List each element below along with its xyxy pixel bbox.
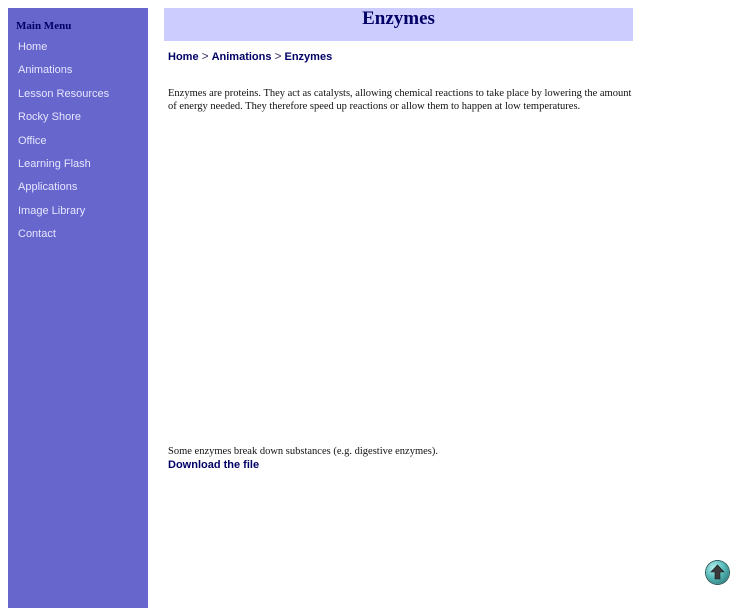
sidebar: [8, 8, 148, 608]
sidebar-item-learning-flash[interactable]: Learning Flash: [18, 157, 91, 170]
breadcrumb-animations[interactable]: Animations: [211, 51, 272, 63]
page-title: Enzymes: [362, 8, 435, 29]
arrow-up-icon: [710, 564, 725, 580]
intro-paragraph: Enzymes are proteins. They act as catalysts, allowing chemical reactions to take place by lowering the amount of energy needed. They therefore speed up reactions or allow them to happen at low temperatures.: [168, 88, 632, 112]
sidebar-item-applications[interactable]: Applications: [18, 181, 78, 194]
back-to-top-button[interactable]: [706, 561, 729, 584]
sidebar-item-office[interactable]: Office: [18, 134, 47, 147]
sidebar-item-animations[interactable]: Animations: [18, 64, 73, 77]
breadcrumb-separator: >: [201, 49, 209, 63]
sidebar-item-lesson-resources[interactable]: Lesson Resources: [18, 87, 110, 100]
breadcrumb-home[interactable]: Home: [168, 51, 199, 63]
sidebar-item-image-library[interactable]: Image Library: [18, 204, 86, 217]
download-file-link[interactable]: Download the file: [168, 459, 260, 471]
sidebar-item-rocky-shore[interactable]: Rocky Shore: [18, 111, 81, 124]
page-header: [164, 8, 633, 41]
main-menu-title: Main Menu: [16, 20, 72, 32]
sidebar-item-home[interactable]: Home: [18, 41, 48, 53]
breadcrumb-separator: >: [274, 49, 282, 63]
breadcrumb-enzymes[interactable]: Enzymes: [284, 51, 333, 63]
caption-paragraph: Some enzymes break down substances (e.g. digestive enzymes).: [168, 446, 439, 457]
sidebar-item-contact[interactable]: Contact: [18, 228, 56, 241]
breadcrumb: [168, 49, 332, 63]
main-menu: [18, 39, 109, 250]
